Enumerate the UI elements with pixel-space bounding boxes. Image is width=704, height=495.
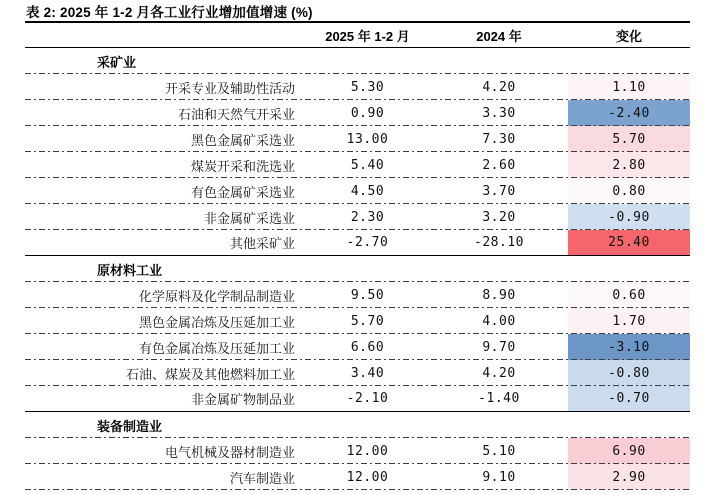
industry-label: 非金属矿物制品业 xyxy=(190,392,295,407)
industry-label: 有色金属冶炼及压延加工业 xyxy=(138,340,295,356)
value-2025: 2.30 xyxy=(350,209,385,225)
table-row xyxy=(25,126,690,152)
change-value-cell: 1.70 xyxy=(568,308,690,334)
table-row xyxy=(25,282,690,308)
section-header-label: 原材料工业 xyxy=(97,262,163,278)
header-2024: 2024 年 xyxy=(476,28,522,44)
table-row xyxy=(25,464,690,490)
change-value-cell: -3.10 xyxy=(568,334,690,360)
value-2025: 5.40 xyxy=(350,157,385,173)
table-row xyxy=(25,386,690,412)
table-row xyxy=(25,152,690,178)
value-2024: 9.10 xyxy=(482,469,516,485)
header-change: 变化 xyxy=(615,28,642,44)
value-2025: 12.00 xyxy=(346,443,389,459)
value-2025: 9.50 xyxy=(350,287,385,303)
value-2024: 4.20 xyxy=(482,79,516,95)
table-row xyxy=(25,308,690,334)
value-2025: 13.00 xyxy=(346,131,389,147)
value-2024: 3.20 xyxy=(482,209,516,225)
change-value-cell: 2.80 xyxy=(568,152,690,178)
table-row xyxy=(25,74,690,100)
industry-label: 开采专业及辅助性活动 xyxy=(164,80,295,96)
table-row xyxy=(25,204,690,230)
industry-label: 有色金属矿采选业 xyxy=(190,184,295,200)
change-value-cell: 0.80 xyxy=(568,178,690,204)
section-header-row xyxy=(25,48,690,74)
change-value-cell: 2.90 xyxy=(568,464,690,490)
header-2025-jan-feb: 2025 年 1-2 月 xyxy=(325,28,410,44)
change-value-cell: 25.40 xyxy=(568,230,690,255)
industry-label: 黑色金属矿采选业 xyxy=(190,132,295,148)
change-value-cell: -0.90 xyxy=(568,204,690,230)
value-2024: 4.00 xyxy=(482,313,516,329)
table-row xyxy=(25,334,690,360)
value-2025: 5.70 xyxy=(350,313,385,329)
section-header-row xyxy=(25,256,690,282)
value-2024: 4.20 xyxy=(482,365,516,381)
table-row xyxy=(25,360,690,386)
section-header-label: 装备制造业 xyxy=(97,418,163,434)
value-2024: -28.10 xyxy=(474,235,524,250)
table-row xyxy=(25,438,690,464)
table-body xyxy=(25,48,690,490)
industry-label: 其他采矿业 xyxy=(229,236,295,251)
industry-label: 非金属矿采选业 xyxy=(203,210,295,226)
value-2024: 3.30 xyxy=(482,105,516,121)
value-2024: 9.70 xyxy=(482,339,516,355)
industry-label: 煤炭开采和洗选业 xyxy=(190,158,295,174)
section-header-label: 采矿业 xyxy=(97,54,137,70)
value-2025: 12.00 xyxy=(346,469,389,485)
value-2024: 3.70 xyxy=(482,183,516,199)
change-value-cell: 1.10 xyxy=(568,74,690,100)
change-value-cell: 0.60 xyxy=(568,282,690,308)
table-row xyxy=(25,178,690,204)
industry-label: 石油和天然气开采业 xyxy=(177,106,295,122)
change-value-cell: 6.90 xyxy=(568,438,690,464)
change-value-cell: -0.80 xyxy=(568,360,690,386)
industry-label: 黑色金属冶炼及压延加工业 xyxy=(138,314,295,330)
value-2025: 0.90 xyxy=(350,105,385,121)
value-2024: 8.90 xyxy=(482,287,516,303)
value-2025: -2.70 xyxy=(346,235,389,250)
table-row xyxy=(25,100,690,126)
value-2024: 2.60 xyxy=(482,157,516,173)
value-2025: 3.40 xyxy=(350,365,385,381)
change-value-cell: -2.40 xyxy=(568,100,690,126)
section-header-row xyxy=(25,412,690,438)
table-row xyxy=(25,230,690,256)
value-2025: 5.30 xyxy=(350,79,385,95)
value-2025: 4.50 xyxy=(350,183,385,199)
change-value-cell: 5.70 xyxy=(568,126,690,152)
industry-label: 汽车制造业 xyxy=(229,470,295,486)
industry-label: 石油、煤炭及其他燃料加工业 xyxy=(125,366,295,382)
table-header-row xyxy=(25,21,690,48)
value-2024: -1.40 xyxy=(478,391,520,406)
table-title: 表 2: 2025 年 1-2 月各工业行业增加值增速 (%) xyxy=(26,5,313,20)
industry-label: 化学原料及化学制品制造业 xyxy=(138,288,295,304)
industry-table xyxy=(25,21,690,490)
industry-label: 电气机械及器材制造业 xyxy=(164,444,295,460)
change-value-cell: -0.70 xyxy=(568,386,690,411)
value-2025: 6.60 xyxy=(350,339,385,355)
value-2024: 7.30 xyxy=(482,131,516,147)
value-2024: 5.10 xyxy=(482,443,516,459)
value-2025: -2.10 xyxy=(346,391,389,406)
